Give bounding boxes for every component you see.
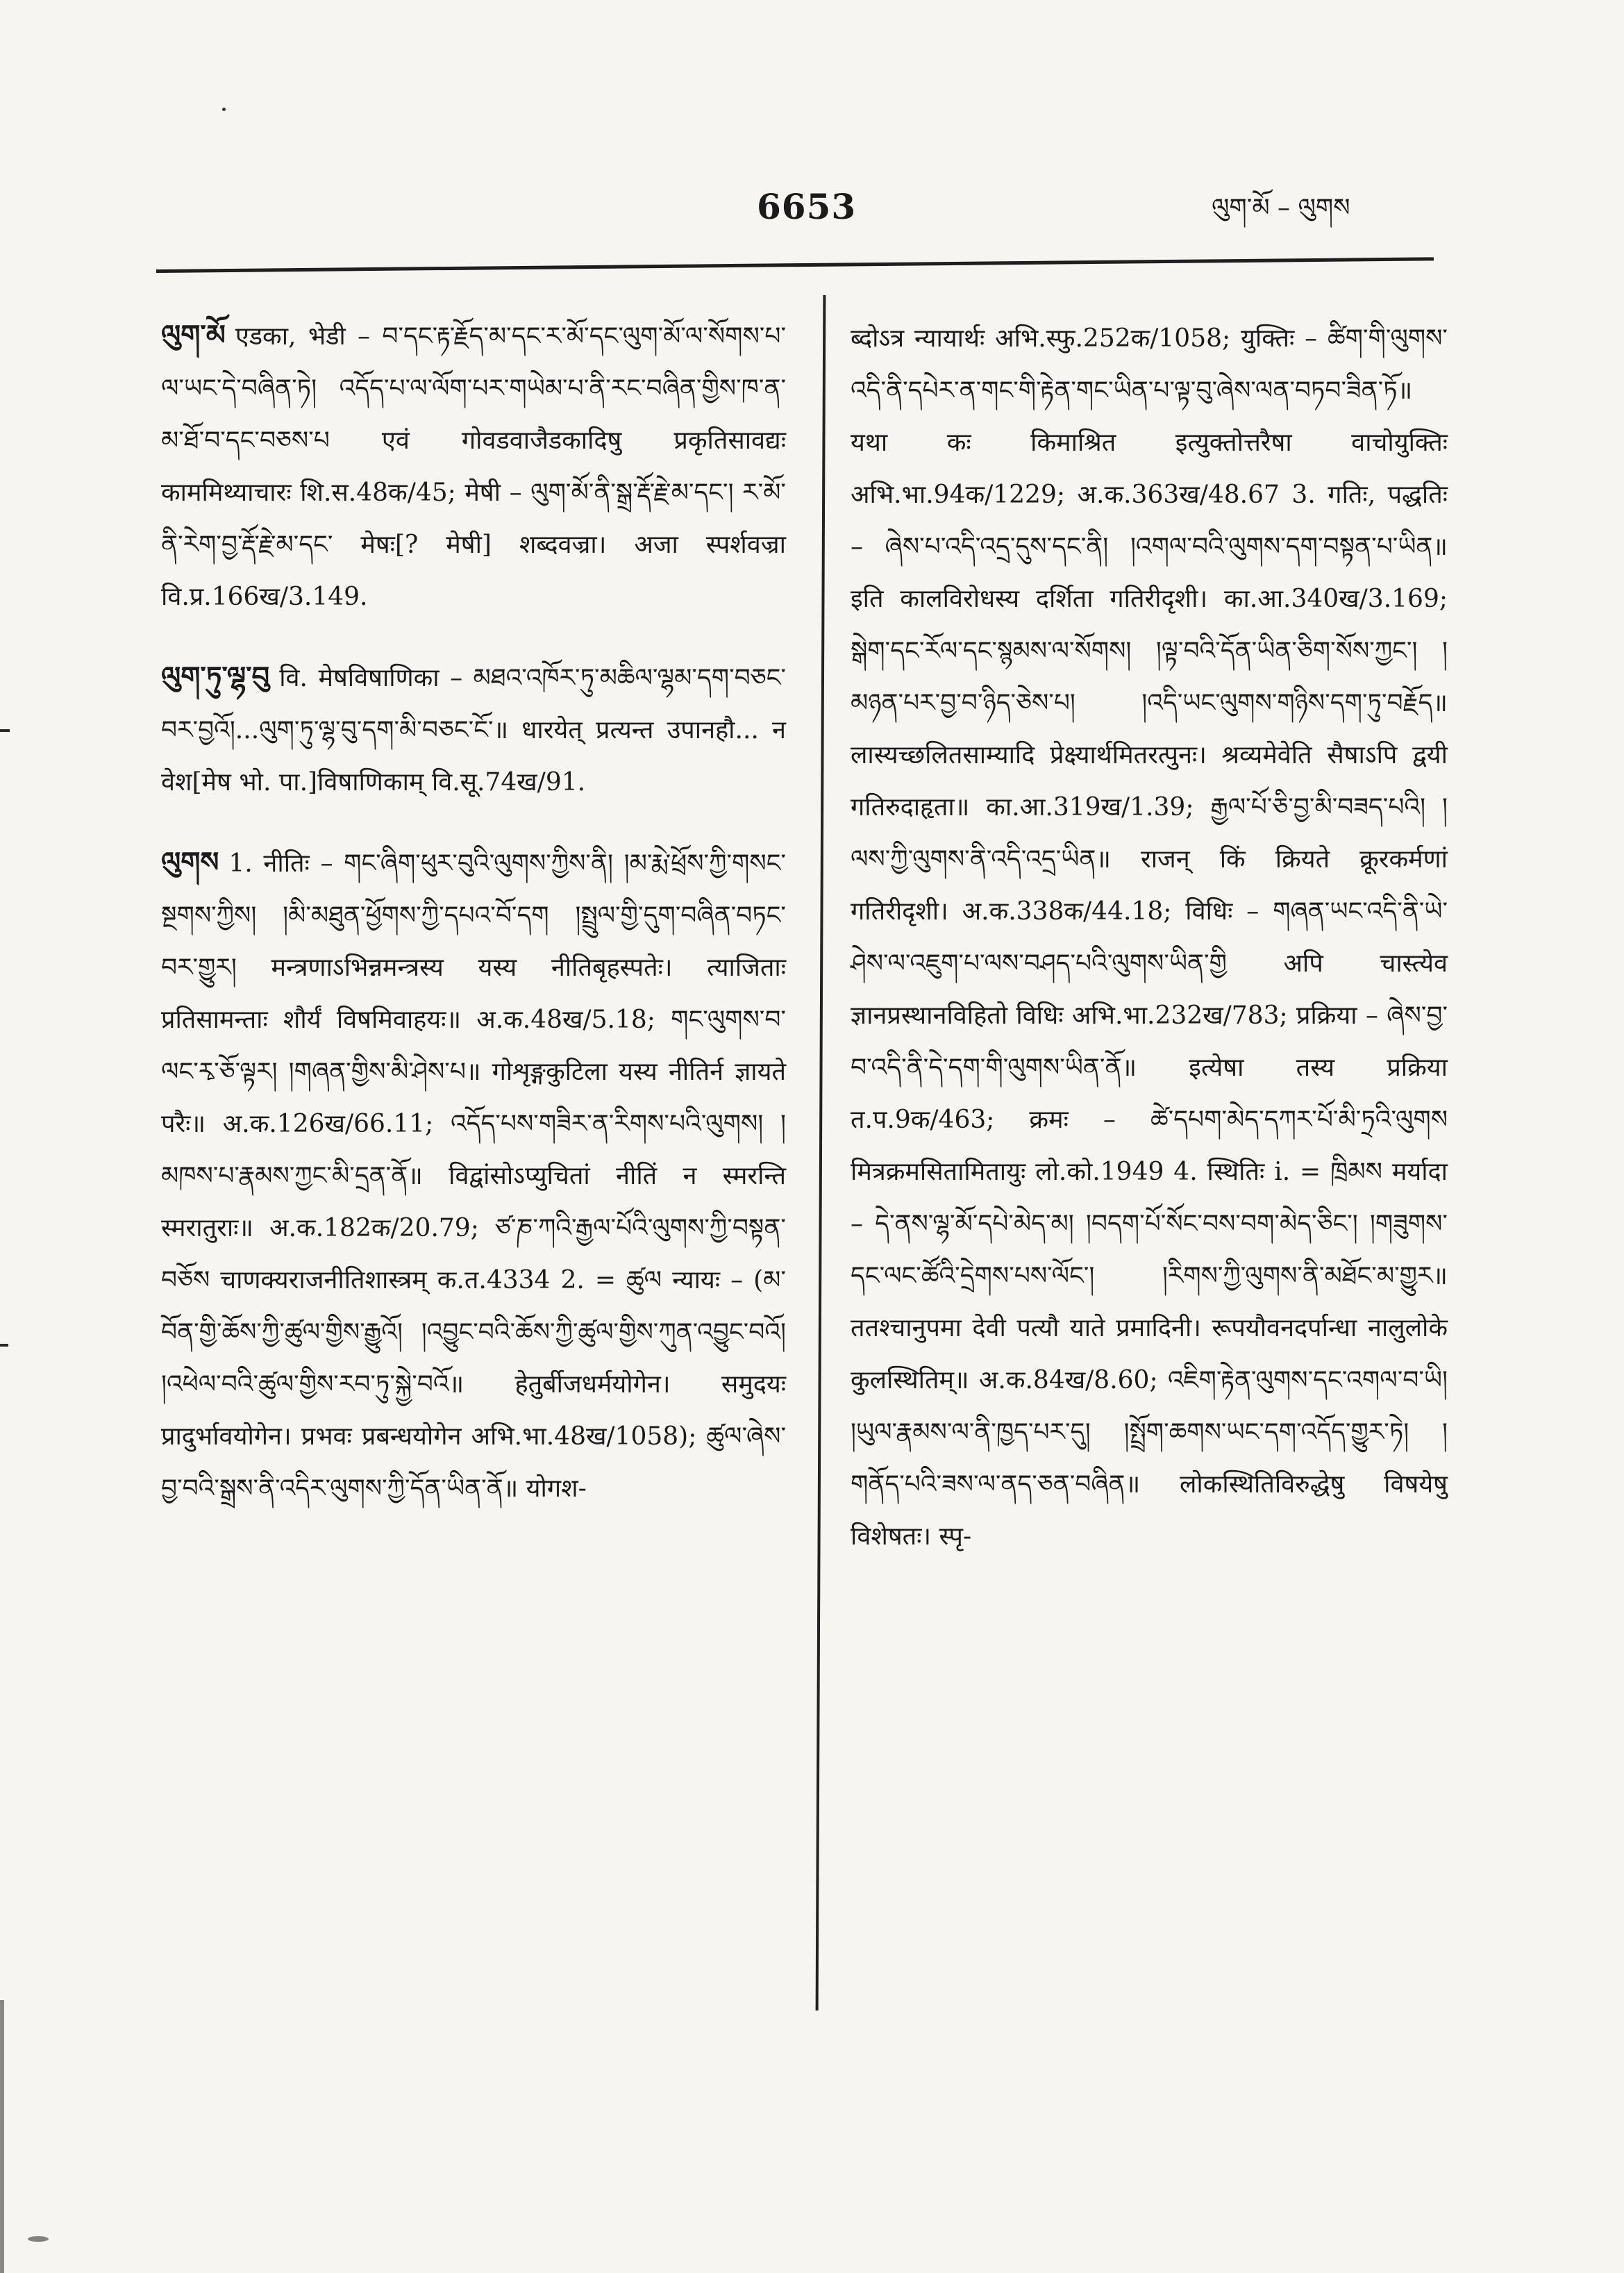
entry-body: वि. मेषविषाणिका – མཐའ་འཁོར་ཏུ་མཆིལ་ལྷམ་དག་བཅང་བར་བྱའོ།...ལུག་ཏུ་ལྷ་བུ་དག་མི་བཅང་ངོ་॥ धारयेत् प्रत्यन्त उपानहौ... न वेश[मेष भो. पा.]विषाणिकाम् वि.सू.74ख/91. — [161, 664, 786, 797]
scan-edge-shadow — [0, 2000, 4, 2273]
dictionary-entry — [161, 836, 786, 1515]
dictionary-entry — [161, 651, 786, 808]
dictionary-entry — [161, 309, 786, 623]
right-column — [851, 313, 1448, 1563]
entry-text — [161, 651, 786, 808]
scan-speck — [222, 108, 226, 111]
entry-text — [161, 836, 786, 1515]
continued-entry-text: ब्दोऽत्र न्यायार्थः अभि.स्फु.252क/1058; युक्तिः – ཚིག་གི་ལུགས་འདི་ནི་དཔེར་ན་གང་གི་རྟེན་གང་ཡིན་པ་ལྟ་བུ་ཞེས་ལན་བཏབ་ཟིན་ཏོ॥ यथा कः किमाश्रित इत्युक्तोत्तरैषा वाचोयुक्तिः अभि.भा.94क/1229; अ.क.363ख/48.67 3. गतिः, पद्धतिः – ཞེས་པ་འདི་འདྲ་དུས་དང་ནི། །འགལ་བའི་ལུགས་དག་བསྟན་པ་ཡིན॥ इति कालविरोधस्य दर्शिता गतिरीदृशी। का.आ.340ख/3.169; སྒེག་དང་རོལ་དང་སྙམས་ལ་སོགས། །ལྟ་བའི་དོན་ཡིན་ཅིག་སོས་ཀྱང་། །མཉན་པར་བྱ་བ་ཉིད་ཅེས་པ། །འདི་ཡང་ལུགས་གཉིས་དག་ཏུ་བརྗོད॥ लास्यच्छलितसाम्यादि प्रेक्ष्यार्थमितरत्पुनः। श्रव्यमेवेति सैषाऽपि द्वयी गतिरुदाहृता॥ का.आ.319ख/1.39; རྒྱལ་པོ་ཅི་བྱ་མི་བཟད་པའི། །ལས་ཀྱི་ལུགས་ནི་འདི་འདྲ་ཡིན॥ राजन् किं क्रियते क्रूरकर्मणां गतिरीदृशी। अ.क.338क/44.18; विधिः – གཞན་ཡང་འདི་ནི་ཡེ་ཤེས་ལ་འཇུག་པ་ལས་བཤད་པའི་ལུགས་ཡིན་གྱི अपि चास्त्येव ज्ञानप्रस्थानविहितो विधिः अभि.भा.232ख/783; प्रक्रिया – ཞེས་བྱ་བ་འདི་ནི་དེ་དག་གི་ལུགས་ཡིན་ནོ॥ इत्येषा तस्य प्रक्रिया त.प.9क/463; क्रमः – ཚེ་དཔག་མེད་དཀར་པོ་མི་ཏྲའི་ལུགས मित्रक्रमसितामितायुः लो.को.1949 4. स्थितिः i. = ཁྲིམས मर्यादा – དེ་ནས་ལྷ་མོ་དཔེ་མེད་མ། །བདག་པོ་སོང་བས་བག་མེད་ཅིང་། །གཟུགས་དང་ལང་ཚོའི་དྲེགས་པས་ལོང་། །རིགས་ཀྱི་ལུགས་ནི་མཐོང་མ་གྱུར॥ ततश्चानुपमा देवी पत्यौ याते प्रमादिनी। रूपयौवनदर्पान्धा नालुलोके कुलस्थितिम्॥ अ.क.84ख/8.60; འཇིག་རྟེན་ལུགས་དང་འགལ་བ་ཡི། །ཡུལ་རྣམས་ལ་ནི་ཁྱད་པར་དུ། །སྤྲོག་ཆགས་ཡང་དག་འདོད་གྱུར་ཏེ། །གནོད་པའི་ཟས་ལ་ནད་ཅན་བཞིན॥ लोकस्थितिविरुद्धेषु विषयेषु विशेषतः। स्पृ- — [851, 324, 1448, 1551]
headword: ལུག་མོ — [161, 319, 226, 351]
entry-body: एडका, भेडी – བ་དང་རྟ་རྗོད་མ་དང་ར་མོ་དང་ལུག་མོ་ལ་སོགས་པ་ལ་ཡང་དེ་བཞིན་ཏེ། འདོད་པ་ལ་ལོག་པར་གཡེམ་པ་ནི་རང་བཞིན་གྱིས་ཁ་ན་མ་ཐོ་བ་དང་བཅས་པ एवं गोवडवाजैडकादिषु प्रकृतिसावद्यः काममिथ्याचारः शि.स.48क/45; मेषी – ལུག་མོ་ནི་སྒྲ་རྡོ་རྗེ་མ་དང་། ར་མོ་ནི་རེག་བྱ་རྡོ་རྗེ་མ་དང་ मेषः[? मेषी] शब्दवज्रा। अजा स्पर्शवज्रा वि.प्र.166ख/3.149. — [161, 322, 786, 611]
scan-edge-mark — [0, 1344, 8, 1347]
top-rule — [156, 257, 1434, 273]
entry-text — [161, 309, 786, 623]
scan-edge-mark — [0, 729, 10, 732]
running-head: ལུག་མོ – ལུགས — [1212, 194, 1350, 222]
headword: ལུག་ཏུ་ལྷ་བུ — [161, 660, 270, 693]
entry-body: 1. नीतिः – གང་ཞིག་ཕུར་བུའི་ལུགས་ཀྱིས་ནི། །མ་རྨེ་ཕྲོས་ཀྱི་གསང་སྔགས་ཀྱིས། །མི་མཐུན་ཕྱོགས་ཀྱི་དཔའ་བོ་དག །སྤྲུལ་གྱི་དུག་བཞིན་བཏང་བར་གྱུར། मन्त्रणाऽभिन्नमन्त्रस्य यस्य नीतिबृहस्पतेः। त्याजिताः प्रतिसामन्ताः शौर्यं विषमिवाहयः॥ अ.क.48ख/5.18; གང་ལུགས་བ་ལང་རྭ་ཅོ་ལྟར། །གཞན་གྱིས་མི་ཤེས་པ॥ गोशृङ्गकुटिला यस्य नीतिर्न ज्ञायते परैः॥ अ.क.126ख/66.11; འདོད་པས་གཟིར་ན་རིགས་པའི་ལུགས། །མཁས་པ་རྣམས་ཀྱང་མི་དྲན་ནོ॥ विद्वांसोऽप्युचितां नीतिं न स्मरन्ति स्मरातुराः॥ अ.क.182क/20.79; ཙ་ཎ་ཀའི་རྒྱལ་པོའི་ལུགས་ཀྱི་བསྟན་བཅོས चाणक्यराजनीतिशास्त्रम् क.त.4334 2. = ཚུལ न्यायः – (མ་བོན་གྱི་ཆོས་ཀྱི་ཚུལ་གྱིས་རྒྱུའོ། །འབྱུང་བའི་ཆོས་ཀྱི་ཚུལ་གྱིས་ཀུན་འབྱུང་བའོ། །འཕེལ་བའི་ཚུལ་གྱིས་རབ་ཏུ་སྐྱེ་བའོ॥ हेतुर्बीजधर्मयोगेन। समुदयः प्रादुर्भावयोगेन। प्रभवः प्रबन्धयोगेन अभि.भा.48ख/1058); ཚུལ་ཞེས་བྱ་བའི་སྒྲས་ནི་འདིར་ལུགས་ཀྱི་དོན་ཡིན་ནོ॥ योगश- — [161, 849, 786, 1503]
headword: ལུགས — [161, 846, 219, 879]
scan-speck — [28, 2236, 49, 2242]
page-number: 6653 — [757, 186, 857, 227]
left-column — [161, 309, 786, 1542]
column-divider — [816, 295, 826, 2010]
